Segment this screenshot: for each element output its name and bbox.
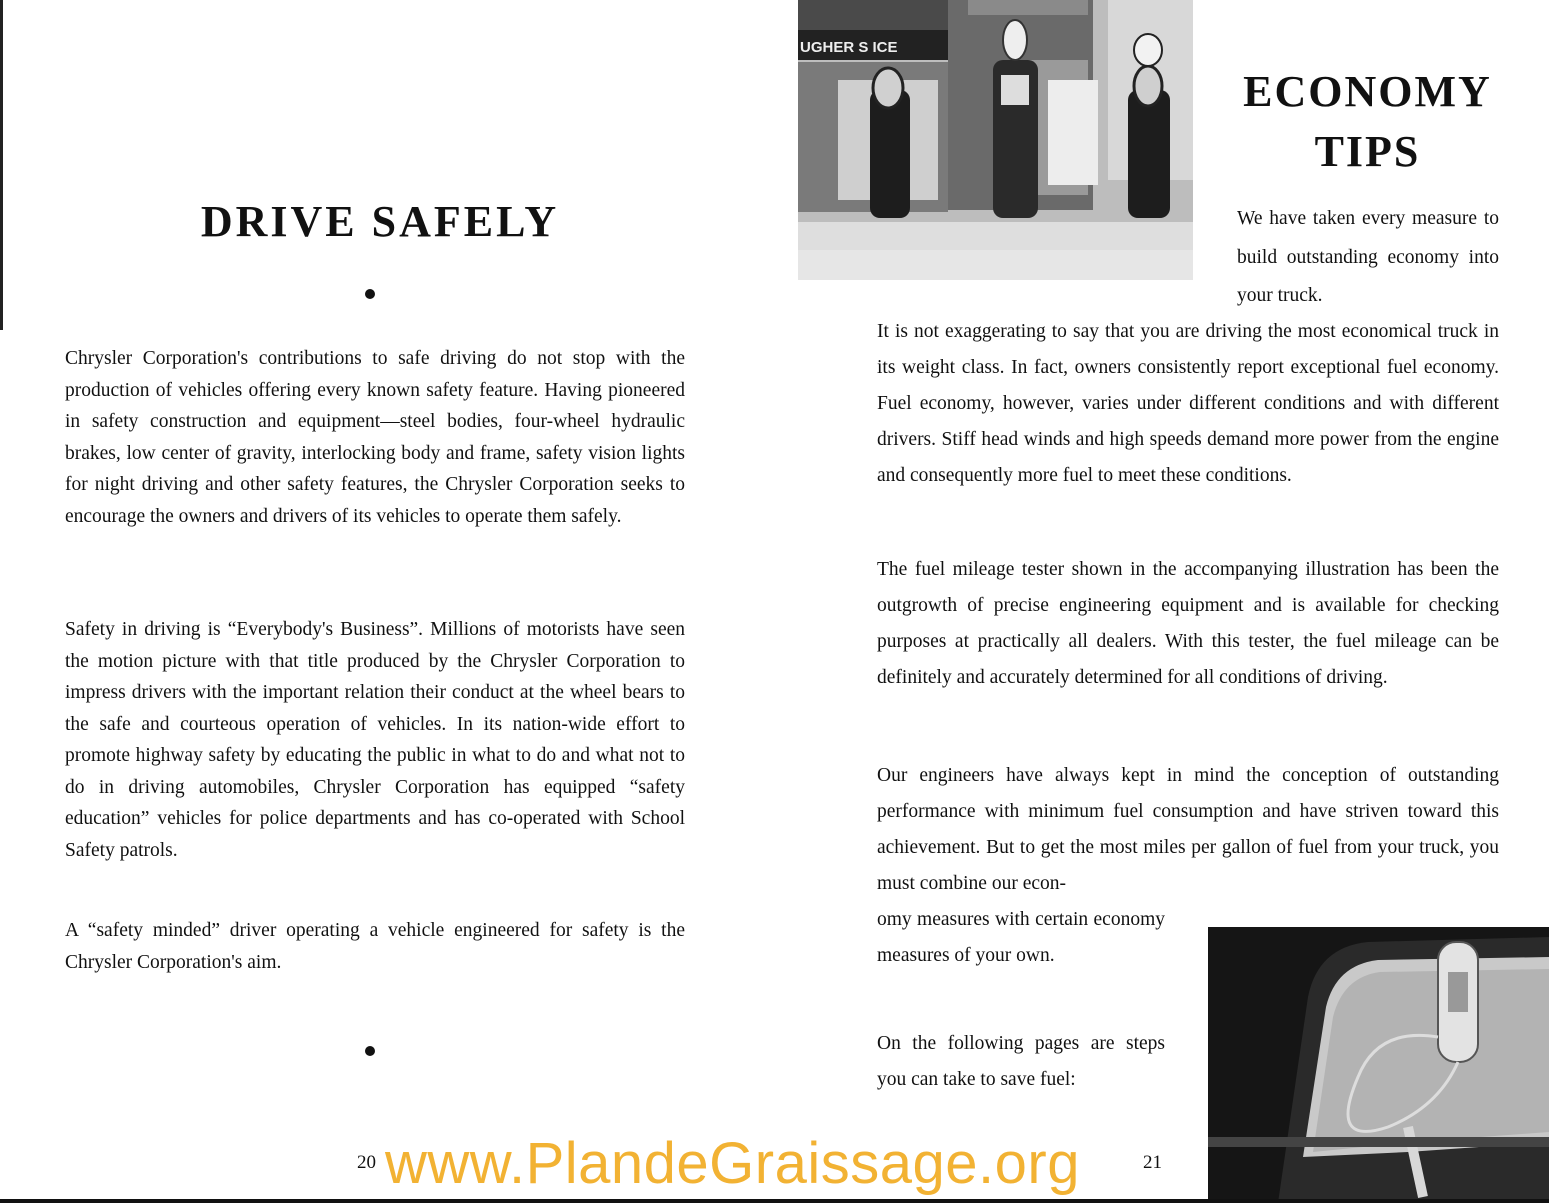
left-paragraph-1: Chrysler Corporation's contributions to safe driving do not stop with the production of vehicles offering every known safety feature. Having pioneered in safety construction and equipment—steel bodies, four-wheel hydraulic brakes, low center of gravity, interlocking body and frame, safety vision lights for night driving and other safety features, the Chrysler Corporation seeks to encourage the owners and drivers of its vehicles to operate them safely. (65, 348, 685, 527)
right-paragraph-2: The fuel mileage tester shown in the accompanying illustration has been the outgrowth of precise engineering equipment and is available for checking purposes at practically all dealers. With this tester, the fuel mileage can be definitely and accurately determined for all conditions of driving. (877, 559, 1499, 688)
right-intro-paragraph: We have taken every measure to build outstanding economy into your truck. (1237, 208, 1499, 306)
page-number-right: 21 (1143, 1152, 1162, 1173)
right-paragraph-4: On the following pages are steps you can take to save fuel: (877, 1033, 1165, 1090)
right-paragraph-3-continued: omy measures with certain economy measures of your own. (877, 909, 1165, 966)
website-watermark: www.PlandeGraissage.org (385, 1131, 1080, 1196)
svg-text:UGHER S ICE: UGHER S ICE (800, 39, 898, 56)
gas-station-photo (798, 0, 1193, 280)
right-paragraph-3: Our engineers have always kept in mind the conception of outstanding performance with minimum fuel consumption and have striven toward this achievement. But to get the most miles per gallon of fuel from your truck, you must combine our econ- (877, 765, 1499, 894)
left-paragraph-2: Safety in driving is “Everybody's Business”. Millions of motorists have seen the motion picture with that title produced by the Chrysler Corporation to impress drivers with the important relation their conduct at the wheel bears to the safe and courteous operation of vehicles. In its nation-wide effort to promote highway safety by educating the public in what to do and what not to do in driving automobiles, Chrysler Corporation has equipped “safety education” vehicles for police departments and has co-operated with School Safety patrols. (65, 619, 685, 861)
right-page-title-line-1: ECONOMY (1243, 67, 1492, 116)
fuel-mileage-tester-photo (1208, 927, 1549, 1203)
left-page-title: DRIVE SAFELY (200, 197, 560, 246)
right-paragraph-1: It is not exaggerating to say that you are driving the most economical truck in its weight class. In fact, owners consistently report exceptional fuel economy. Fuel economy, however, varies under different conditions and with different drivers. Stiff head winds and high speeds demand more power from the engine and consequently more fuel to meet these conditions. (877, 321, 1499, 486)
footer-bullet (365, 1046, 375, 1056)
left-paragraph-3: A “safety minded” driver operating a vehicle engineered for safety is the Chrysler Corporation's aim. (65, 920, 685, 973)
page-number-left: 20 (357, 1152, 376, 1173)
page-gutter-edge (0, 0, 3, 330)
title-bullet (365, 289, 375, 299)
page-bottom-edge (0, 1199, 1549, 1203)
right-page-title-line-2: TIPS (1314, 127, 1421, 176)
